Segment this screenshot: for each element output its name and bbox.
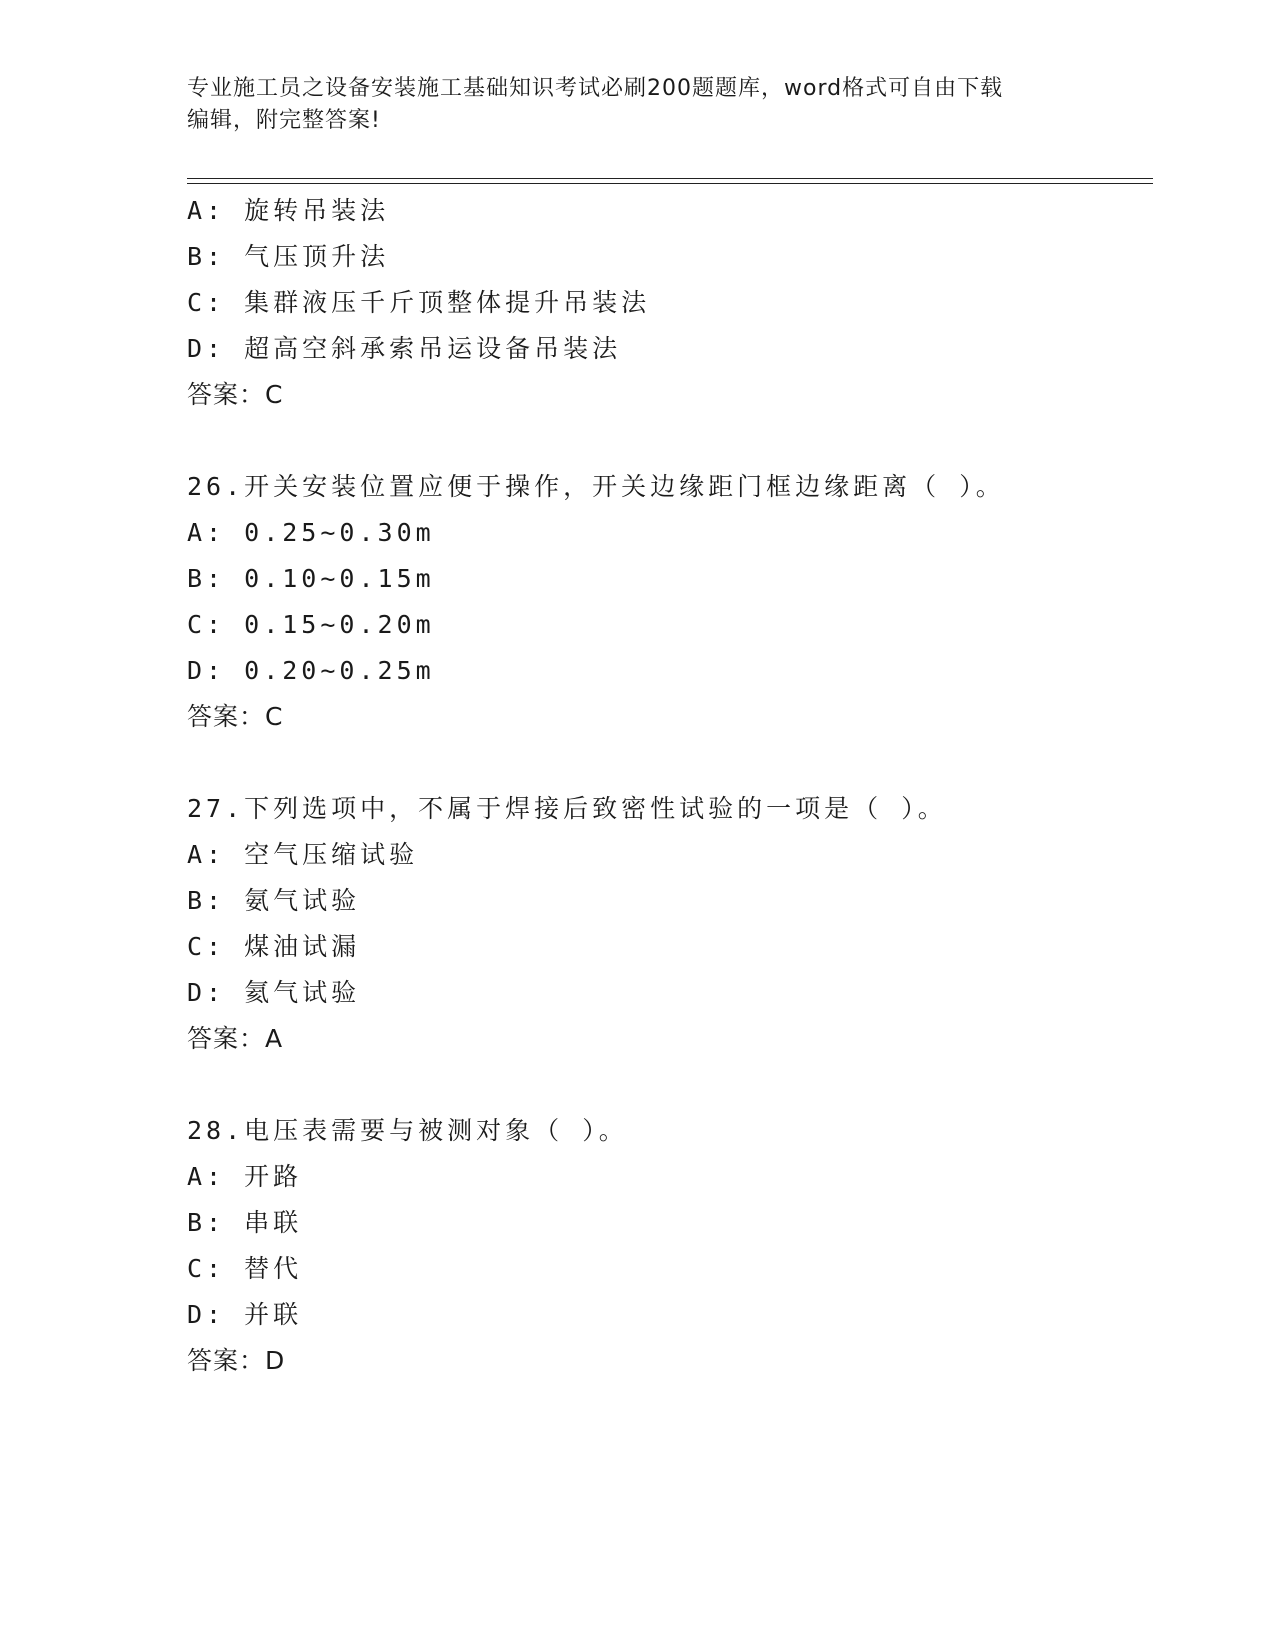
option-d: D: 并联 — [187, 1300, 303, 1329]
option-a: A: 旋转吊装法 — [187, 196, 390, 225]
question-25 — [187, 188, 1153, 418]
document-header — [187, 73, 1087, 137]
header-line-1: 专业施工员之设备安装施工基础知识考试必刷200题题库，word格式可自由下载 — [187, 76, 1004, 101]
question-title: 27.下列选项中，不属于焊接后致密性试验的一项是（ ）。 — [187, 794, 947, 823]
option-a: A: 空气压缩试验 — [187, 840, 419, 869]
header-divider-top — [187, 178, 1153, 179]
spacer — [187, 1062, 1153, 1108]
answer: 答案：C — [187, 380, 284, 409]
answer: 答案：A — [187, 1024, 284, 1053]
question-28 — [187, 1108, 1153, 1384]
option-c: C: 煤油试漏 — [187, 932, 361, 961]
answer: 答案：D — [187, 1346, 286, 1375]
option-d: D: 氦气试验 — [187, 978, 361, 1007]
option-d: D: 0.20~0.25m — [187, 656, 435, 685]
question-27 — [187, 786, 1153, 1062]
option-b: B: 0.10~0.15m — [187, 564, 435, 593]
header-line-2: 编辑，附完整答案! — [187, 108, 381, 133]
option-a: A: 0.25~0.30m — [187, 518, 435, 547]
option-c: C: 0.15~0.20m — [187, 610, 435, 639]
option-b: B: 气压顶升法 — [187, 242, 390, 271]
header-divider-bottom — [187, 183, 1153, 184]
option-d: D: 超高空斜承索吊运设备吊装法 — [187, 334, 622, 363]
spacer — [187, 418, 1153, 464]
option-a: A: 开路 — [187, 1162, 303, 1191]
question-list — [187, 188, 1153, 1384]
option-c: C: 集群液压千斤顶整体提升吊装法 — [187, 288, 651, 317]
question-title: 28.电压表需要与被测对象（ ）。 — [187, 1116, 628, 1145]
question-26 — [187, 464, 1153, 740]
spacer — [187, 740, 1153, 786]
option-c: C: 替代 — [187, 1254, 303, 1283]
question-title: 26.开关安装位置应便于操作，开关边缘距门框边缘距离（ ）。 — [187, 472, 1005, 501]
option-b: B: 氨气试验 — [187, 886, 361, 915]
answer: 答案：C — [187, 702, 284, 731]
option-b: B: 串联 — [187, 1208, 303, 1237]
